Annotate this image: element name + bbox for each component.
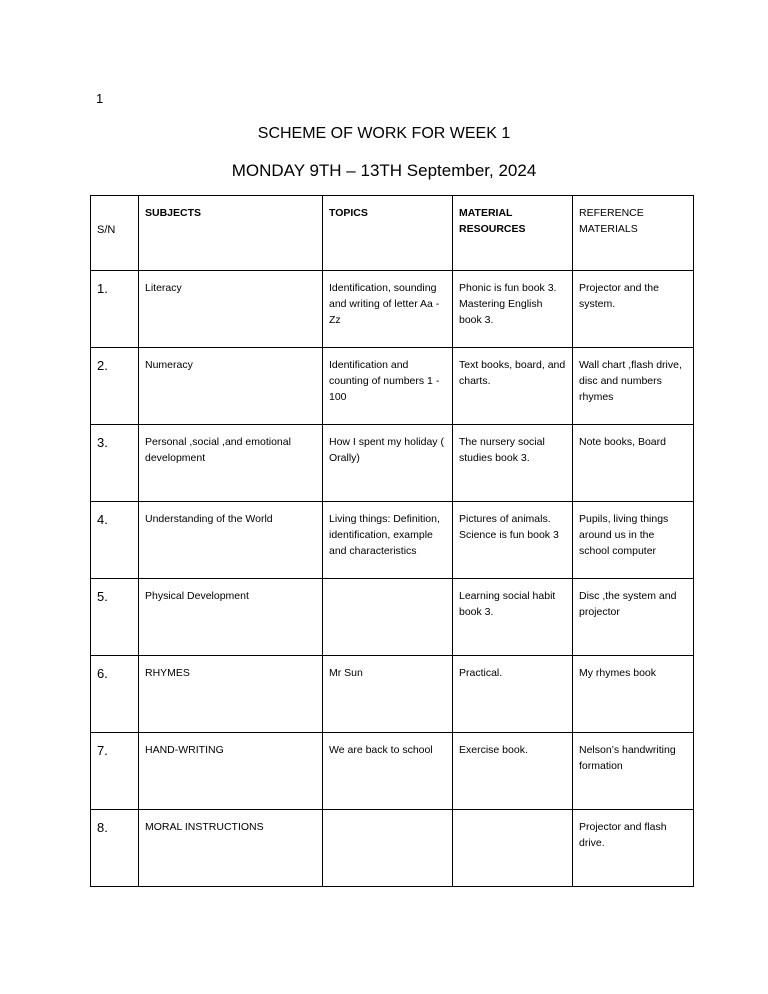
row-reference: Projector and flash drive. bbox=[573, 810, 694, 887]
row-topic: We are back to school bbox=[323, 733, 453, 810]
row-material: Phonic is fun book 3. Mastering English book 3. bbox=[453, 271, 573, 348]
table-row bbox=[91, 271, 694, 348]
row-subject: MORAL INSTRUCTIONS bbox=[139, 810, 323, 887]
row-material: Exercise book. bbox=[453, 733, 573, 810]
row-sn: 4. bbox=[91, 502, 139, 579]
header-reference-materials: REFERENCE MATERIALS bbox=[573, 196, 694, 271]
row-sn: 5. bbox=[91, 579, 139, 656]
header-topics: TOPICS bbox=[323, 196, 453, 271]
document-title: SCHEME OF WORK FOR WEEK 1 bbox=[257, 125, 511, 142]
table-row bbox=[91, 348, 694, 425]
row-topic bbox=[323, 810, 453, 887]
row-reference: Disc ,the system and projector bbox=[573, 579, 694, 656]
row-subject: Personal ,social ,and emotional development bbox=[139, 425, 323, 502]
document-subtitle: MONDAY 9TH – 13TH September, 2024 bbox=[231, 161, 537, 180]
row-topic: Living things: Definition, identification, example and characteristics bbox=[323, 502, 453, 579]
row-reference: Projector and the system. bbox=[573, 271, 694, 348]
table-row bbox=[91, 579, 694, 656]
row-material: Learning social habit book 3. bbox=[453, 579, 573, 656]
header-sn: S/N bbox=[91, 196, 139, 271]
row-subject: Understanding of the World bbox=[139, 502, 323, 579]
row-sn: 3. bbox=[91, 425, 139, 502]
row-topic bbox=[323, 579, 453, 656]
row-reference: Pupils, living things around us in the school computer bbox=[573, 502, 694, 579]
row-sn: 2. bbox=[91, 348, 139, 425]
row-material: Text books, board, and charts. bbox=[453, 348, 573, 425]
row-reference: Nelson’s handwriting formation bbox=[573, 733, 694, 810]
row-material: Pictures of animals. Science is fun book 3 bbox=[453, 502, 573, 579]
row-subject: HAND-WRITING bbox=[139, 733, 323, 810]
header-subjects: SUBJECTS bbox=[139, 196, 323, 271]
table-row bbox=[91, 810, 694, 887]
table-row bbox=[91, 502, 694, 579]
row-subject: Numeracy bbox=[139, 348, 323, 425]
row-topic: Mr Sun bbox=[323, 656, 453, 733]
row-topic: Identification and counting of numbers 1 - 100 bbox=[323, 348, 453, 425]
row-sn: 1. bbox=[91, 271, 139, 348]
row-subject: Physical Development bbox=[139, 579, 323, 656]
row-topic: Identification, sounding and writing of letter Aa - Zz bbox=[323, 271, 453, 348]
row-reference: My rhymes book bbox=[573, 656, 694, 733]
row-subject: RHYMES bbox=[139, 656, 323, 733]
table-row bbox=[91, 656, 694, 733]
table-row bbox=[91, 733, 694, 810]
scheme-of-work-table bbox=[90, 195, 694, 887]
table-row bbox=[91, 425, 694, 502]
row-reference: Wall chart ,flash drive, disc and numbers rhymes bbox=[573, 348, 694, 425]
row-subject: Literacy bbox=[139, 271, 323, 348]
row-reference: Note books, Board bbox=[573, 425, 694, 502]
row-material bbox=[453, 810, 573, 887]
row-topic: How I spent my holiday ( Orally) bbox=[323, 425, 453, 502]
row-material: Practical. bbox=[453, 656, 573, 733]
row-sn: 6. bbox=[91, 656, 139, 733]
row-material: The nursery social studies book 3. bbox=[453, 425, 573, 502]
header-material-resources: MATERIAL RESOURCES bbox=[453, 196, 573, 271]
page-number: 1 bbox=[96, 91, 104, 106]
row-sn: 7. bbox=[91, 733, 139, 810]
table-header-row bbox=[91, 196, 694, 271]
row-sn: 8. bbox=[91, 810, 139, 887]
